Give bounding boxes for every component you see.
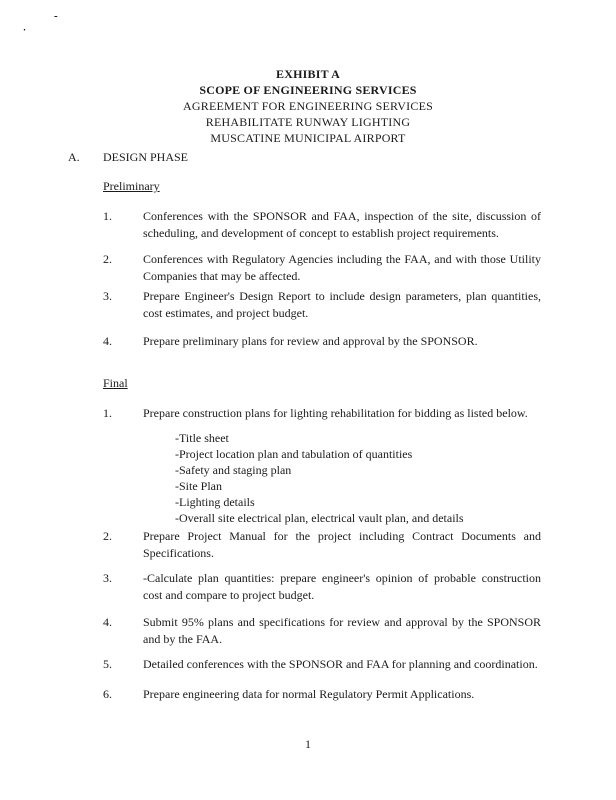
page-number: 1 [305, 737, 311, 751]
item-text: Prepare Engineer's Design Report to include design parameters, plan quantities, cost estimates, and project budget. [143, 289, 541, 320]
deliverables-sublist [175, 430, 464, 526]
airport-heading: MUSCATINE MUNICIPAL AIRPORT [210, 131, 406, 145]
sublist-item: -Safety and staging plan [175, 463, 292, 477]
preliminary-item-4 [103, 333, 541, 350]
final-item-4 [103, 614, 541, 648]
item-text: Prepare Project Manual for the project including Contract Documents and Specifications. [143, 529, 541, 560]
item-number: 2. [103, 529, 112, 543]
sublist-item: -Project location plan and tabulation of quantities [175, 447, 413, 461]
title-block [0, 66, 616, 146]
item-text: Submit 95% plans and specifications for review and approval by the SPONSOR and by the FAA. [143, 615, 541, 646]
sublist-item: -Overall site electrical plan, electrical vault plan, and details [175, 511, 464, 525]
section-a-heading [68, 150, 188, 165]
exhibit-heading: EXHIBIT A [276, 67, 340, 81]
section-letter: A. [68, 150, 80, 164]
sublist-item: -Lighting details [175, 495, 255, 509]
final-item-5 [103, 656, 541, 673]
item-number: 2. [103, 252, 112, 266]
preliminary-item-3 [103, 288, 541, 322]
item-text: Prepare engineering data for normal Regulatory Permit Applications. [143, 687, 475, 701]
item-number: 1. [103, 406, 112, 420]
preliminary-heading: Preliminary [103, 179, 160, 193]
item-number: 4. [103, 615, 112, 629]
item-text: Prepare construction plans for lighting rehabilitation for bidding as listed below. [143, 406, 528, 420]
project-heading: REHABILITATE RUNWAY LIGHTING [205, 115, 411, 129]
scan-speck-tick: · [23, 25, 27, 35]
scope-heading: SCOPE OF ENGINEERING SERVICES [199, 83, 417, 97]
item-number: 3. [103, 289, 112, 303]
item-number: 4. [103, 334, 112, 348]
final-heading: Final [103, 376, 128, 390]
item-text: Detailed conferences with the SPONSOR and FAA for planning and coordination. [143, 657, 538, 671]
section-title: DESIGN PHASE [103, 150, 189, 164]
preliminary-item-1 [103, 208, 541, 242]
item-number: 6. [103, 687, 112, 701]
item-text: Conferences with Regulatory Agencies including the FAA, and with those Utility Companies that may be affected. [143, 252, 541, 283]
item-text: Conferences with the SPONSOR and FAA, inspection of the site, discussion of scheduling, and development of concept to establish project requirements. [143, 209, 541, 240]
final-item-2 [103, 528, 541, 562]
item-number: 1. [103, 209, 112, 223]
scan-speck-dash: - [54, 10, 58, 22]
preliminary-item-2 [103, 251, 541, 285]
final-item-3 [103, 570, 541, 604]
item-text: -Calculate plan quantities: prepare engineer's opinion of probable construction cost and compare to project budget. [143, 571, 541, 602]
item-number: 3. [103, 571, 112, 585]
sublist-item: -Title sheet [175, 431, 229, 445]
final-item-1 [103, 405, 541, 422]
item-number: 5. [103, 657, 112, 671]
item-text: Prepare preliminary plans for review and approval by the SPONSOR. [143, 334, 478, 348]
agreement-heading: AGREEMENT FOR ENGINEERING SERVICES [183, 99, 433, 113]
sublist-item: -Site Plan [175, 479, 222, 493]
final-item-6 [103, 686, 541, 703]
